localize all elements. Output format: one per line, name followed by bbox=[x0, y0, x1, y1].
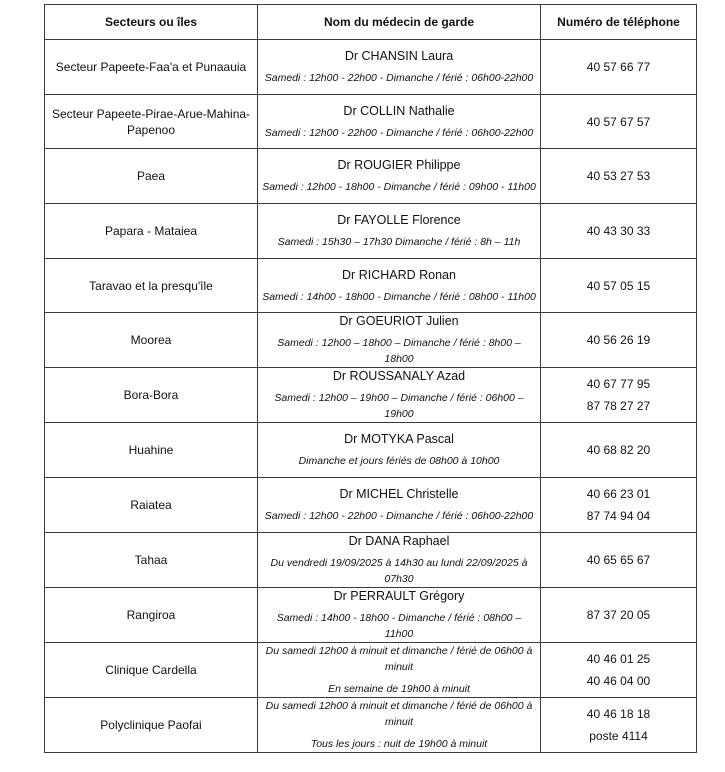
doctor-cell bbox=[258, 697, 541, 752]
phone-cell bbox=[541, 40, 697, 95]
doctor-cell bbox=[258, 40, 541, 95]
header-phone: Numéro de téléphone bbox=[541, 5, 697, 40]
phone-number: 40 65 65 67 bbox=[586, 552, 651, 567]
sector-cell: Huahine bbox=[45, 423, 258, 478]
sector-cell: Secteur Papeete-Faa'a et Punaauia bbox=[45, 40, 258, 95]
duty-hours: Samedi : 12h00 – 19h00 – Dimanche / férié : 06h00 – 19h00 bbox=[274, 392, 524, 421]
table-body bbox=[45, 40, 697, 753]
sector-cell: Rangiroa bbox=[45, 587, 258, 642]
on-call-doctors-table bbox=[44, 4, 697, 753]
phone-number: 40 68 82 20 bbox=[586, 443, 651, 458]
duty-hours: Du samedi 12h00 à minuit et dimanche / férié de 06h00 à minuit bbox=[265, 644, 533, 673]
phone-number: 87 78 27 27 bbox=[586, 399, 651, 414]
phone-cell bbox=[541, 368, 697, 423]
duty-hours: Samedi : 15h30 – 17h30 Dimanche / férié : 8h – 11h bbox=[277, 235, 521, 248]
phone-number: 40 46 18 18 bbox=[586, 706, 651, 721]
doctor-name: Dr GOEURIOT Julien bbox=[339, 314, 459, 329]
doctor-cell bbox=[258, 258, 541, 313]
sector-cell: Paea bbox=[45, 149, 258, 204]
phone-cell bbox=[541, 587, 697, 642]
doctor-name: Dr RICHARD Ronan bbox=[342, 267, 456, 282]
sector-cell: Moorea bbox=[45, 313, 258, 368]
phone-cell bbox=[541, 532, 697, 587]
doctor-cell bbox=[258, 478, 541, 533]
phone-number: 40 43 30 33 bbox=[586, 223, 651, 238]
phone-number: poste 4114 bbox=[589, 728, 648, 743]
table-header-row bbox=[45, 5, 697, 40]
sector-cell: Taravao et la presqu'île bbox=[45, 258, 258, 313]
table-row bbox=[45, 204, 697, 259]
doctor-name: Dr PERRAULT Grégory bbox=[333, 588, 465, 603]
phone-number: 40 57 05 15 bbox=[586, 278, 651, 293]
doctor-name: Dr CHANSIN Laura bbox=[344, 48, 454, 63]
phone-cell bbox=[541, 697, 697, 752]
sector-cell: Raiatea bbox=[45, 478, 258, 533]
phone-cell bbox=[541, 149, 697, 204]
phone-number: 40 56 26 19 bbox=[586, 333, 651, 348]
sector-cell: Bora-Bora bbox=[45, 368, 258, 423]
phone-number: 40 53 27 53 bbox=[586, 169, 651, 184]
phone-cell bbox=[541, 423, 697, 478]
duty-hours: En semaine de 19h00 à minuit bbox=[328, 682, 470, 695]
duty-hours: Samedi : 12h00 - 22h00 - Dimanche / férié : 06h00-22h00 bbox=[264, 509, 534, 522]
table-row bbox=[45, 423, 697, 478]
doctor-name: Dr ROUGIER Philippe bbox=[337, 158, 461, 173]
table-row bbox=[45, 40, 697, 95]
doctor-cell bbox=[258, 149, 541, 204]
duty-hours: Samedi : 12h00 – 18h00 – Dimanche / férié : 8h00 – 18h00 bbox=[277, 337, 521, 366]
phone-number: 87 74 94 04 bbox=[586, 508, 651, 523]
phone-cell bbox=[541, 204, 697, 259]
duty-hours: Samedi : 14h00 - 18h00 - Dimanche / férié : 08h00 - 11h00 bbox=[262, 290, 536, 303]
sector-cell: Clinique Cardella bbox=[45, 642, 258, 697]
duty-hours: Dimanche et jours fériés de 08h00 à 10h00 bbox=[298, 455, 500, 468]
phone-number: 40 57 67 57 bbox=[586, 114, 651, 129]
doctor-name: Dr ROUSSANALY Azad bbox=[332, 369, 466, 384]
table-row bbox=[45, 149, 697, 204]
doctor-name: Dr FAYOLLE Florence bbox=[337, 212, 461, 227]
doctor-cell bbox=[258, 204, 541, 259]
table-row bbox=[45, 313, 697, 368]
table-row bbox=[45, 532, 697, 587]
phone-number: 40 67 77 95 bbox=[586, 377, 651, 392]
phone-cell bbox=[541, 478, 697, 533]
sector-cell: Papara - Mataiea bbox=[45, 204, 258, 259]
doctor-cell bbox=[258, 94, 541, 149]
duty-hours: Tous les jours : nuit de 19h00 à minuit bbox=[310, 737, 488, 750]
duty-hours: Du vendredi 19/09/2025 à 14h30 au lundi 22/09/2025 à 07h30 bbox=[270, 556, 528, 585]
doctor-cell bbox=[258, 642, 541, 697]
phone-cell bbox=[541, 642, 697, 697]
doctor-name: Dr MICHEL Christelle bbox=[339, 486, 459, 501]
doctor-cell bbox=[258, 313, 541, 368]
phone-number: 40 46 04 00 bbox=[586, 673, 651, 688]
phone-cell bbox=[541, 258, 697, 313]
doctor-cell bbox=[258, 423, 541, 478]
doctor-cell bbox=[258, 368, 541, 423]
phone-number: 40 46 01 25 bbox=[586, 651, 651, 666]
table-row bbox=[45, 478, 697, 533]
doctor-cell bbox=[258, 587, 541, 642]
duty-hours: Du samedi 12h00 à minuit et dimanche / férié de 06h00 à minuit bbox=[265, 699, 533, 728]
table-row bbox=[45, 94, 697, 149]
duty-hours: Samedi : 14h00 - 18h00 - Dimanche / férié : 08h00 – 11h00 bbox=[276, 611, 522, 640]
header-sectors: Secteurs ou îles bbox=[45, 5, 258, 40]
doctor-name: Dr MOTYKA Pascal bbox=[344, 432, 454, 447]
sector-cell: Secteur Papeete-Pirae-Arue-Mahina-Papenoo bbox=[45, 94, 258, 149]
doctor-cell bbox=[258, 532, 541, 587]
sector-cell: Polyclinique Paofai bbox=[45, 697, 258, 752]
doctor-name: Dr COLLIN Nathalie bbox=[343, 103, 455, 118]
phone-cell bbox=[541, 94, 697, 149]
table-row bbox=[45, 587, 697, 642]
phone-number: 40 57 66 77 bbox=[586, 59, 651, 74]
table-row bbox=[45, 258, 697, 313]
header-doctor: Nom du médecin de garde bbox=[258, 5, 541, 40]
duty-hours: Samedi : 12h00 - 22h00 - Dimanche / férié : 06h00-22h00 bbox=[264, 71, 534, 84]
table-row bbox=[45, 697, 697, 752]
table-row bbox=[45, 368, 697, 423]
phone-cell bbox=[541, 313, 697, 368]
sector-cell: Tahaa bbox=[45, 532, 258, 587]
phone-number: 87 37 20 05 bbox=[586, 607, 651, 622]
doctor-name: Dr DANA Raphael bbox=[348, 533, 450, 548]
phone-number: 40 66 23 01 bbox=[586, 486, 651, 501]
duty-hours: Samedi : 12h00 - 18h00 - Dimanche / férié : 09h00 - 11h00 bbox=[262, 181, 536, 194]
table-row bbox=[45, 642, 697, 697]
duty-hours: Samedi : 12h00 - 22h00 - Dimanche / férié : 06h00-22h00 bbox=[264, 126, 534, 139]
